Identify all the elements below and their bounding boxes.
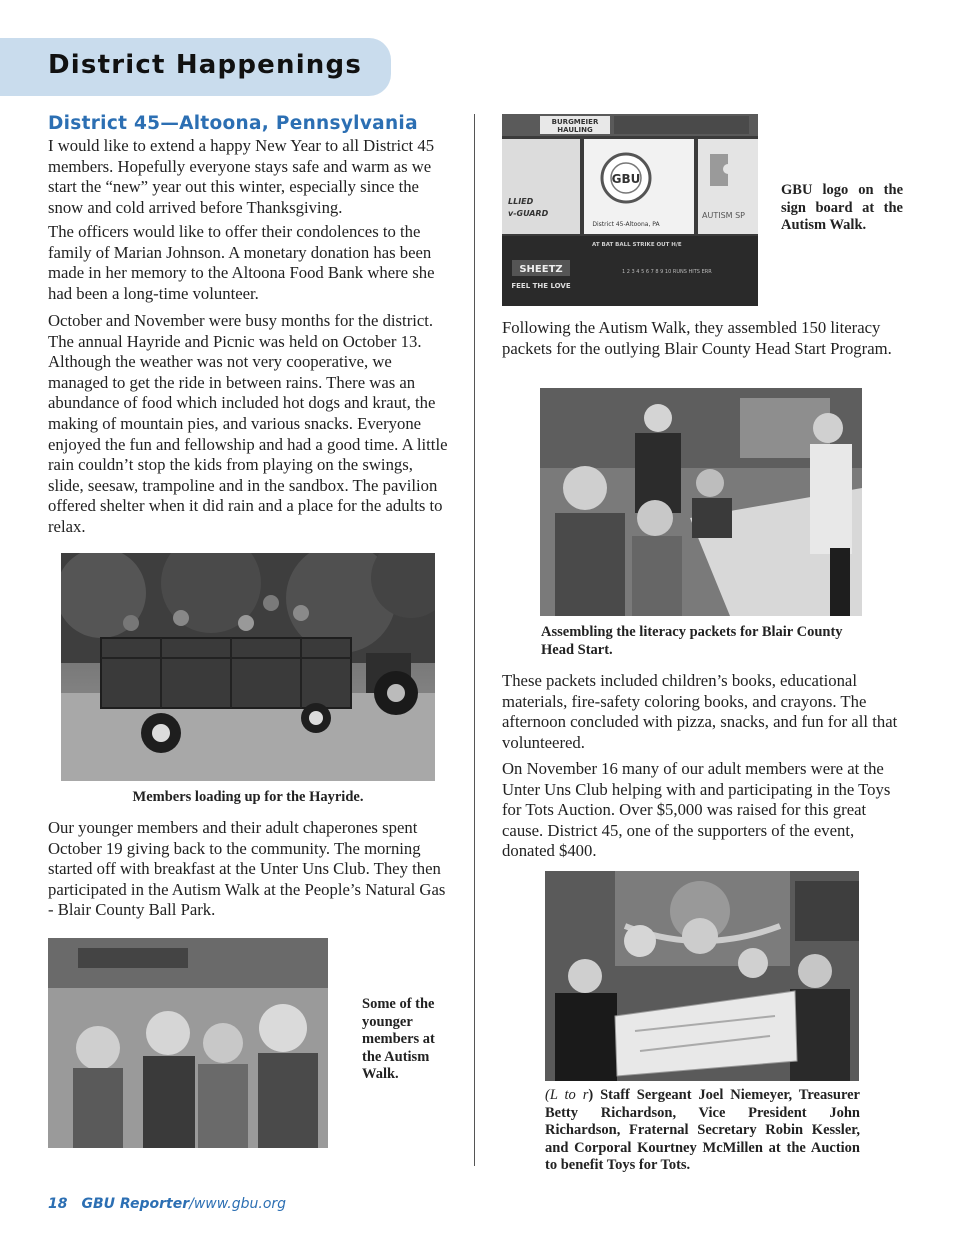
article-paragraph-1: I would like to extend a happy New Year to all District 45 members. Hopefully everyone stays safe and warm as we start the “new” year out this winter, especially since the snow and cold arrived before Thanksgiving. <box>48 136 435 217</box>
literacy-packets-photo <box>540 388 862 616</box>
page-footer <box>48 1196 286 1212</box>
sign-hauling-text: HAULING <box>557 126 593 134</box>
column-divider <box>474 114 475 1166</box>
article-paragraph-4: Our younger members and their adult chaperones spent October 19 giving back to the community. The morning started off with breakfast at the Unter Uns Club. They then participated in the Autism Walk at the People’s Natural Gas - Blair County Ball Park. <box>48 818 446 920</box>
toys-caption-text: ) Staff Sergeant Joel Niemeyer, Treasurer Betty Richardson, Vice President John Richardson, Fraternal Secretary Robin Kessler, and Corporal Kourtney McMillen at the Auction to benefit Toys for Tots. <box>545 1087 860 1173</box>
article-paragraph-7: On November 16 many of our adult members were at the Unter Uns Club helping with and participating in the Toys for Tots Auction. Over $5,000 was raised for this great cause. District 45, one of the supporters of the event, donated $400. <box>502 759 891 861</box>
hayride-caption: Members loading up for the Hayride. <box>132 789 364 805</box>
sign-feel-love-text: FEEL THE LOVE <box>511 282 571 290</box>
sign-guard-text: v-GUARD <box>508 209 549 218</box>
sign-district-text: District 45-Altoona, PA <box>592 221 660 228</box>
sign-autism-text: AUTISM SP <box>702 211 745 220</box>
toys-for-tots-photo <box>545 871 859 1081</box>
autism-walk-photo <box>48 938 328 1148</box>
article-heading: District 45—Altoona, Pennsylvania <box>48 113 418 134</box>
page-number: 18 <box>48 1196 68 1212</box>
literacy-packets-caption: Assembling the literacy packets for Blair County Head Start. <box>541 624 843 658</box>
autism-walk-caption: Some of the younger members at the Autism Walk. <box>362 996 435 1082</box>
section-title: District Happenings <box>48 50 363 80</box>
sign-burgmeier-text: BURGMEIER <box>551 118 599 126</box>
sign-allied-text: LLIED <box>508 197 534 206</box>
publication-name: GBU Reporter <box>81 1196 190 1212</box>
footer-url[interactable]: /www.gbu.org <box>189 1196 287 1212</box>
toys-for-tots-caption <box>545 1087 860 1175</box>
sign-board-caption: GBU logo on the sign board at the Autism Walk. <box>781 182 903 233</box>
sign-board-photo <box>502 114 758 306</box>
toys-caption-italic: (L to r <box>545 1087 589 1103</box>
sign-innings-text: 1 2 3 4 5 6 7 8 9 10 RUNS HITS ERR <box>622 269 712 275</box>
sign-score-labels: AT BAT BALL STRIKE OUT H/E <box>592 242 682 248</box>
article-paragraph-3: October and November were busy months for the district. The annual Hayride and Picnic was held on October 13. Although the weather was not very cooperative, we managed to get the ride in between rains. There was an abundance of food which included hot dogs and kraut, the making of mountain pies, and various snacks. Everyone enjoyed the fun and fellowship and had a good time. A little rain couldn’t stop the kids from playing on the swings, slide, seesaw, trampoline and in the sandbox. The pavilion offered shelter when it did rain and a place for the adults to relax. <box>48 311 448 536</box>
article-paragraph-2: The officers would like to offer their condolences to the family of Marian Johnson. A monetary donation has been made in her memory to the Altoona Food Bank where she had been a long-time volunteer. <box>48 222 435 303</box>
sign-gbu-logo-text: GBU <box>611 172 641 186</box>
article-paragraph-6: These packets included children’s books, educational materials, fire-safety coloring books, and crayons. The afternoon concluded with pizza, snacks, and fun for all that volunteered. <box>502 671 898 752</box>
hayride-photo <box>61 553 435 781</box>
sign-sheetz-text: SHEETZ <box>519 264 563 275</box>
article-paragraph-5: Following the Autism Walk, they assembled 150 literacy packets for the outlying Blair County Head Start Program. <box>502 318 892 358</box>
